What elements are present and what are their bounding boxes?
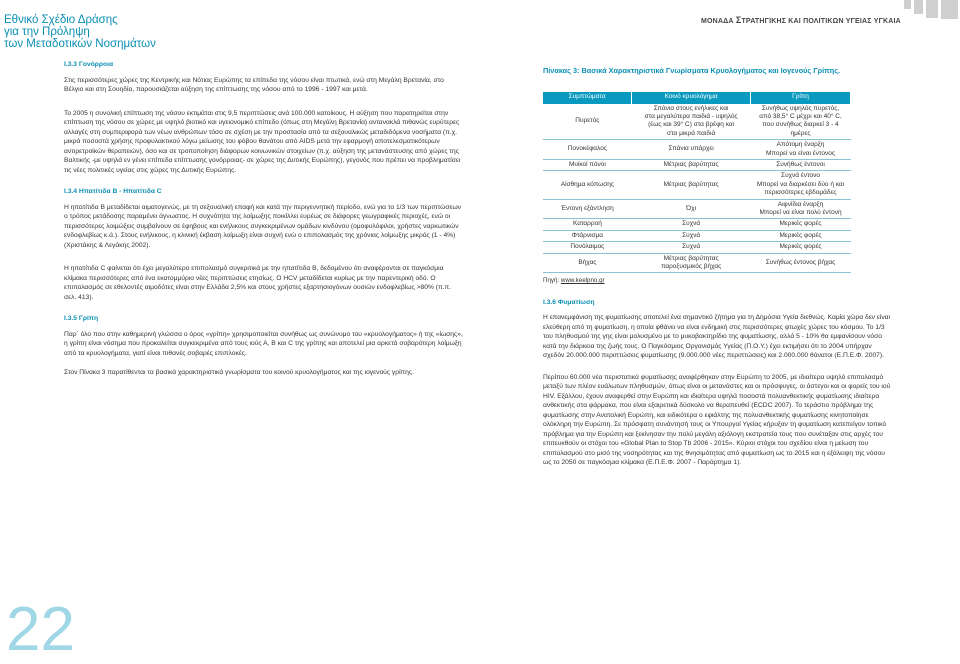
document-title [4, 14, 156, 50]
table-cell: Συνήθως έντονοι [751, 159, 851, 170]
table-row [543, 242, 851, 253]
table-cell: Συνήθως υψηλός πυρετός, από 38,5° C μέχρι και 40° C, που συνήθως διαρκεί 3 - 4 ημέρες [751, 104, 851, 140]
title-line: Εθνικό Σχέδιο Δράσης [4, 14, 118, 26]
comparison-table [543, 92, 851, 274]
table-header-row [543, 92, 851, 104]
title-line: των Μεταδοτικών Νοσημάτων [4, 38, 156, 50]
table-cell: Μερικές φορές [751, 242, 851, 253]
table-row [543, 171, 851, 199]
paragraph: Στις περισσότερες χώρες της Κεντρικής και Νότιας Ευρώπης τα επίπεδα της νόσου είναι πτωτικά, ενώ στη Μεγάλη Βρετανία, στο Βέλγιο και στη Σουηδία, παρουσιάζεται αύξηση της επίπτωσης της νόσου από το 1996 - 1997 και μετά. [64, 76, 444, 93]
table-source: Πηγή: www.keelpno.gr [543, 277, 605, 285]
title-line: για την Πρόληψη [4, 26, 90, 38]
section-title: I.3.4 Ηπατίτιδα Β - Ηπατίτιδα C [64, 188, 162, 195]
table-cell: Αιφνίδια έναρξη Μπορεί να είναι πολύ έντονη [751, 199, 851, 219]
table-cell: Πονοκέφαλος [543, 140, 632, 160]
section-title: I.3.3 Γονόρροια [64, 61, 114, 68]
table-cell: Αίσθημα κόπωσης [543, 171, 632, 199]
section-title: I.3.5 Γρίπη [64, 315, 99, 322]
unit-brand: ΜΟΝΑΔΑ ΣΤΡΑΤΗΓΙΚΗΣ ΚΑΙ ΠΟΛΙΤΙΚΩΝ ΥΓΕΙΑΣ ΥΓΚΑΙΑ [701, 15, 901, 25]
left-column [64, 60, 465, 384]
table-cell: Όχι [632, 199, 751, 219]
column-header: Συμπτώματα [543, 92, 632, 104]
table-cell: Βήχας [543, 253, 632, 273]
paragraph: Παρ΄ όλο που στην καθημερινή γλώσσα ο όρος «γρίπη» χρησιμοποιείται συνήθως ως συνώνυμο του «κρυολογήματος» ή της «ίωσης», η γρίπη είναι νόσημα που προκαλείται συγκεκριμένα από τους ιούς Α, Β και C της γρίπης και αποτελεί μια αρκετά σοβαρότερη λοίμωξη από τα κρυολογήματα, γιατί είναι πιθανές σοβαρές επιπλοκές. [64, 330, 463, 357]
table-cell: Απότομη έναρξη Μπορεί να είναι έντονος [751, 140, 851, 160]
paragraph: Περίπου 60.000 νέα περιστατικά φυματίωσης αναφέρθηκαν στην Ευρώπη το 2005, με ιδιαίτερα υψηλό επιπολασμό μεταξύ των πλέον ευάλωτων πληθυσμών, όπως είναι οι μετανάστες και οι πρόσφυγες, οι άστεγοι και οι φορείς του ιού HIV. Εξάλλου, έχουν αναφερθεί στην Ευρώπη και ιδιαίτερα υψηλά ποσοστά πολυανθεκτικής φυματίωσης ιδιαίτερα ανθεκτικής στα φάρμακα, που είναι εξαιρετικά δύσκολο να θεραπευθεί (ECDC 2007). Το τεράστιο πρόβλημα της φυματίωσης στην Ανατολική Ευρώπη, και ειδικότερα ο εφιάλτης της πολυανθεκτικής φυματίωσης κινητοποίησε ολόκληρη την Ευρώπη. Σε πρόσφατη συνάντησή τους οι Υπουργοί Υγείας κήρυξαν τη φυματίωση κατεπείγον τοπικό πρόβλημα για την Ευρώπη και ξεκίνησαν την πολύ μεγάλη αξιόλογη εκστρατεία τους που συνέταξαν στις αρχές του επιτευκθούν οι στόχοι του «Global Plan to Stop Tb 2006 - 2015». Κύριοι στόχοι του σχεδίου είναι η μείωση του επιπολασμού στο μισό της νοσηρότητας και της θνησιμότητας από φυματίωση ως το 2015 και η εξάλειψη της νόσου ως το 2050 σε παγκόσμια κλίμακα (Ε.Π.Ε.Φ. 2007 - Παράρτημα 1). [543, 373, 891, 467]
page-number: 22 [6, 595, 75, 664]
table-cell: Φτάρνισμα [543, 230, 632, 241]
paragraph: Η ηπατίτιδα C φαίνεται ότι έχει μεγαλύτερο επιπολασμό συγκριτικά με την ηπατίτιδα Β, δεδομένου ότι αναφέρονται σε παγκόσμια κλίμακα περισσότερες από ένα εκατομμύριο νέες περιπτώσεις ετησίως. Ο HCV μεταδίδεται κυρίως με την παρεντερική οδό. Ο επιπολασμός σε εθελοντές αιμοδότες είναι στην Ελλάδα 2,5% και στους χρήστες εξαρτησιογόνων ουσιών ενδοφλεβίως >80% (π.π. σελ. 413). [64, 265, 451, 301]
table-cell: Μέτριας βαρύτητας [632, 171, 751, 199]
paragraph: Στον Πίνακα 3 παρατίθενται τα βασικά χαρακτηριστικά γνωρίσματα του κοινού κρυολογήματος και της ιογενούς γρίπης. [64, 369, 414, 376]
table-cell: Καταρροή [543, 219, 632, 230]
table-title: Πίνακας 3: Βασικά Χαρακτηριστικά Γνωρίσματα Κρυολογήματος και Ιογενούς Γρίπης. [543, 66, 841, 75]
table-row [543, 230, 851, 241]
column-header: Γρίπη [751, 92, 851, 104]
table-row [543, 199, 851, 219]
paragraph: Η επανεμφάνιση της φυματίωσης αποτελεί ένα σημαντικό ζήτημα για τη Δημόσια Υγεία διεθνώς. Καμία χώρα δεν είναι ελεύθερη από τη φυματίωση, η οποία φθάνει να είναι ενδημική στις περισσότερες φτωχές χώρες του κόσμου. Το 1/3 του πληθυσμού της γης είναι μολυσμένο με το μυκοβακτηρίδιο της φυματίωσης, αλλά 5 - 10% θα εμφανίσουν νόσο κατά την διάρκεια της ζωής τους. Ο Παγκόσμιος Οργανισμός Υγείας (Π.Ο.Υ.) έχει εκτιμήσει ότι το 2004 υπήρχαν σχεδόν 20.000.000 περιπτώσεις φυματίωσης (9.000.000 νέες περιπτώσεις) και 2.000.000 θάνατοι (Ε.Π.Ε.Φ. 2007). [543, 314, 891, 360]
table-cell: Συνήθως έντονος βήχας [751, 253, 851, 273]
table-cell: Πονόλαιμος [543, 242, 632, 253]
table-cell: Μερικές φορές [751, 230, 851, 241]
paragraph: Η ηπατίτιδα Β μεταδίδεται αιματογενώς, με τη σεξουαλική επαφή και κατά την περιγεννητική περίοδο, ενώ για το 1/3 των περιπτώσεων ο τρόπος μετάδοσης παραμένει άγνωστος. Η συχνότητα της λοίμωξης ποικίλλει ευρέως σε διάφορες γεωγραφικές περιοχές, ενώ οι περισσότερες λοιμώξεις συμβαίνουν σε έφηβους και ενήλικους συγκεκριμένων ομάδων κινδύνου (ομοφυλόφιλοι, χρήστες ναρκωτικών ενδοφλεβίως κ.ά.). Στους ενήλικους, η κλινική έκβαση λοίμωξη είναι συχνή ενώ ο επιπολασμός της χρόνιας λοίμωξης μικρός (1 - 4%)(Χριστάκης & Λεγάκης 2002). [64, 203, 462, 249]
table-cell: Σπάνια υπάρχει [632, 140, 751, 160]
table-cell: Μέτριας βαρύτητας [632, 159, 751, 170]
table-cell: Συχνά [632, 230, 751, 241]
table-cell: Συχνά έντονο Μπορεί να διαρκέσει δύο ή και περισσότερες εβδομάδες [751, 171, 851, 199]
table-row [543, 253, 851, 273]
column-header: Κοινό κρυολόγημα [632, 92, 751, 104]
table-row [543, 159, 851, 170]
table-cell: Έντονη εξάντληση [543, 199, 632, 219]
table-cell: Σπάνια στους ενήλικες και στα μεγαλύτερα παιδιά - υψηλός (έως και 39° C) στα βρέφη και στα μικρά παιδιά [632, 104, 751, 140]
table-cell: Μέτριας βαρύτητας παροξυσμικός βήχας [632, 253, 751, 273]
table-cell: Συχνά [632, 219, 751, 230]
source-link[interactable]: www.keelpno.gr [560, 277, 605, 285]
table-row [543, 104, 851, 140]
table-cell: Μερικές φορές [751, 219, 851, 230]
table-body [543, 104, 851, 273]
table-cell: Πυρετός [543, 104, 632, 140]
table-cell: Μυϊκοί πόνοι [543, 159, 632, 170]
corner-decoration-icon [902, 0, 960, 20]
paragraph: Το 2005 η συνολική επίπτωση της νόσου εκτιμάται στις 9,5 περιπτώσεις ανά 100.000 κατοίκους. Η αύξηση που παρατηρείται στην επίπτωση της νόσου σε χώρες με υψηλό βιοτικό και υγειονομικό επίπεδο (όπως στη Μεγάλη Βρετανία) αντανακλά πιθανώς ευρύτερες αλλαγές στη συμπεριφορά των νέων ανθρώπων τόσο σε σχέση με την προστασία από τα σεξουαλικώς μεταδιδόμενα νοσήματα (π.χ. μικρά ποσοστά χρήσης προφυλακτικού λόγω μείωσης του φόβου θανάτου από AIDS μετά την εφαρμογή αποτελεσματικότερων αντιρετροϊκών θεραπειών), όσο και σε τροποποίηση διάφορων κοινωνικών στοιχείων (π.χ. αύξηση της μετανάστευσης από χώρες της Βαλτικής -με υψηλά εν γένει επίπεδα επίπτωσης γονόρροιας- σε χώρες της Δυτικής Ευρώπης), γεγονός που πρέπει να προβληματίσει τις νέες πολιτικές υγείας στις χώρες της Δυτικής Ευρώπης. [64, 109, 461, 174]
table-row [543, 140, 851, 160]
right-column [543, 60, 895, 474]
section-title: I.3.6 Φυματίωση [543, 298, 595, 306]
table-row [543, 219, 851, 230]
table-cell: Συχνά [632, 242, 751, 253]
